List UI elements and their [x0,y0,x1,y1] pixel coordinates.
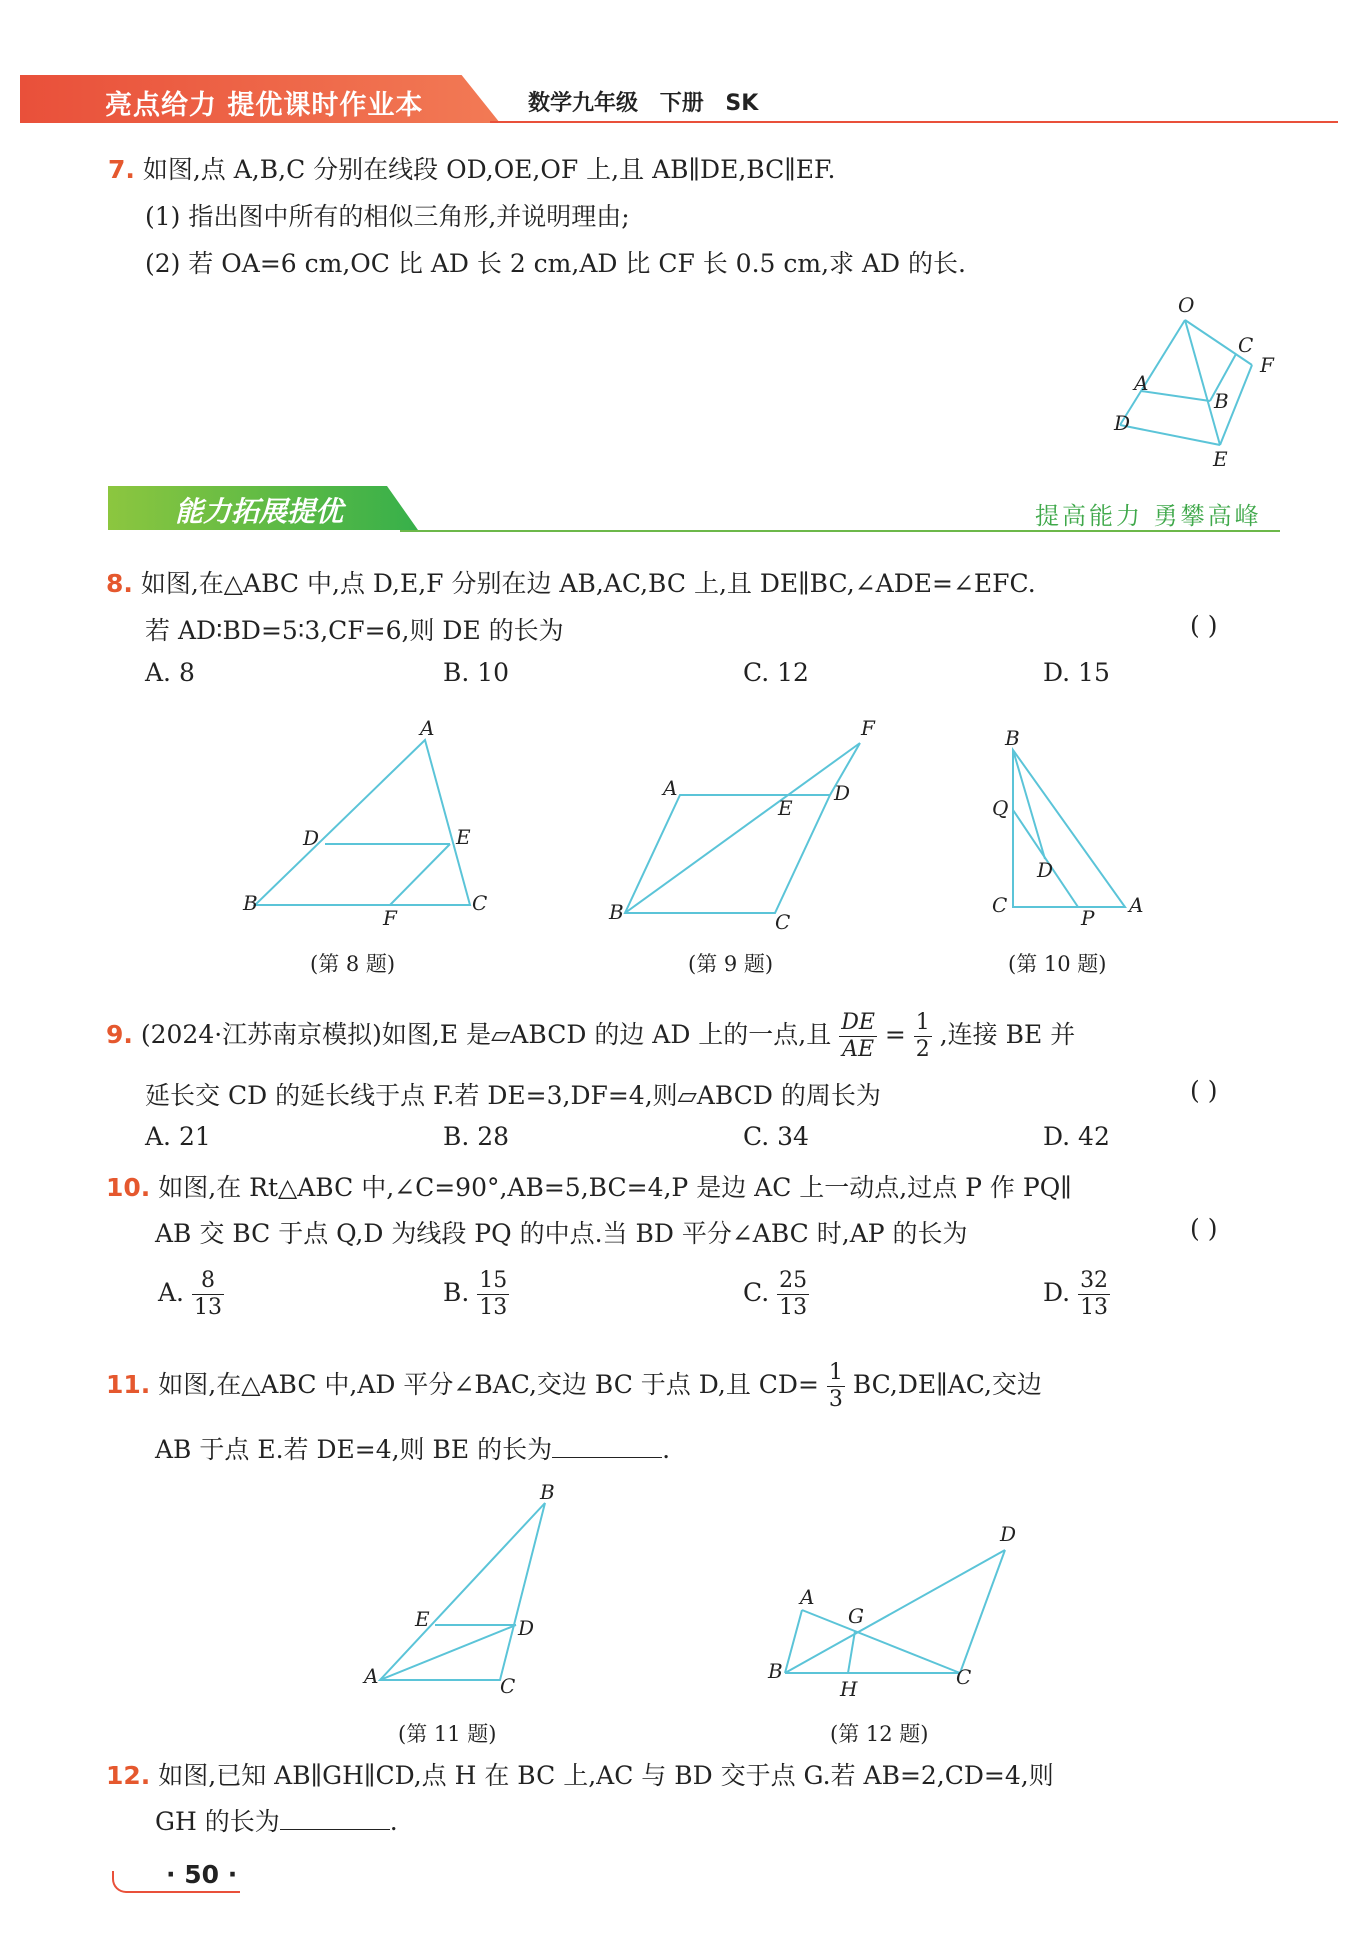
subject-label: 数学九年级 [528,91,639,116]
option-b: B. 10 [443,658,510,687]
edition-label: SK [725,91,759,116]
question-text-continued: ,连接 BE 并 [939,1020,1076,1049]
question-11 [106,1360,1042,1413]
label-C: C [472,891,488,915]
label-H: H [840,1677,858,1701]
label-B: B [609,900,624,924]
label-D: D [834,781,851,805]
option-a: A. $\frac{8}{13}$ [158,1268,222,1320]
section-title: 能力拓展提优 [175,495,344,528]
question-9-line-2: 延长交 CD 的延长线于点 F.若 DE=3,DF=4,则▱ABCD 的周长为 [145,1081,881,1110]
equals-sign: = [884,1020,906,1049]
section-slogan: 提高能力 勇攀高峰 [1035,502,1262,530]
question-number: 12. [106,1761,151,1790]
question-number: 11. [106,1370,151,1399]
volume-label: 下册 [659,91,704,116]
option-d: D. 15 [1043,658,1110,687]
question-7-part-2: (2) 若 OA=6 cm,OC 比 AD 长 2 cm,AD 比 CF 长 0.5 cm,求 AD 的长. [145,249,966,278]
question-number: 8. [106,569,133,598]
label-E: E [1213,447,1228,471]
page-number: · 50 · [166,1860,238,1889]
figure-9 [605,715,885,934]
answer-bracket: ( ) [1190,611,1218,640]
label-P: P [1081,906,1095,930]
label-A: A [1134,371,1149,395]
label-A: A [364,1664,379,1688]
question-text: 如图,在 Rt△ABC 中,∠C=90°,AB=5,BC=4,P 是边 AC 上一动点,过点 P 作 PQ∥ [158,1173,1072,1202]
question-text: (2024·江苏南京模拟)如图,E 是▱ABCD 的边 AD 上的一点,且 [140,1020,832,1049]
option-d: D. $\frac{32}{13}$ [1043,1268,1109,1320]
label-A: A [420,716,435,740]
fraction-one-third: $\frac{1}{3}$ [828,1360,843,1412]
label-B: B [1005,726,1020,750]
label-F: F [861,716,875,740]
option-b: B. $\frac{15}{13}$ [443,1268,508,1320]
question-number: 10. [106,1173,151,1202]
caption-8: (第 8 题) [310,952,396,976]
caption-11: (第 11 题) [398,1722,497,1746]
label-D: D [1000,1522,1017,1546]
question-text: 如图,点 A,B,C 分别在线段 OD,OE,OF 上,且 AB∥DE,BC∥EF. [142,155,836,184]
label-B: B [243,891,258,915]
label-E: E [415,1607,430,1631]
option-b: B. 28 [443,1122,510,1151]
question-12 [106,1756,1054,1792]
caption-12: (第 12 题) [830,1722,929,1746]
label-B: B [1214,389,1229,413]
question-8 [106,564,1036,600]
question-10-line-2: AB 交 BC 于点 Q,D 为线段 PQ 的中点.当 BD 平分∠ABC 时,AP 的长为 [155,1219,968,1248]
caption-9: (第 9 题) [688,952,774,976]
fraction-one-half: $\frac{1}{2}$ [915,1010,930,1062]
book-title: 亮点给力 提优课时作业本 [105,90,424,121]
question-text: 如图,在△ABC 中,AD 平分∠BAC,交边 BC 于点 D,且 CD= [158,1370,819,1399]
figure-8 [235,716,495,930]
label-C: C [775,910,791,934]
label-F: F [383,906,397,930]
label-C: C [992,893,1008,917]
label-D: D [1037,858,1054,882]
option-c: C. $\frac{25}{13}$ [743,1268,808,1320]
question-text: 如图,已知 AB∥GH∥CD,点 H 在 BC 上,AC 与 BD 交于点 G.若 AB=2,CD=4,则 [158,1761,1054,1790]
question-text-continued: BC,DE∥AC,交边 [852,1370,1042,1399]
answer-blank[interactable] [280,1807,390,1830]
label-G: G [848,1604,864,1628]
label-D: D [518,1616,535,1640]
question-9 [106,1010,1075,1063]
label-C: C [1238,333,1254,357]
option-d: D. 42 [1043,1122,1110,1151]
option-a: A. 21 [145,1122,211,1151]
question-7 [108,150,835,186]
question-11-line-2: AB 于点 E.若 DE=4,则 BE 的长为 . [155,1435,671,1464]
label-F: F [1260,353,1274,377]
label-E: E [778,796,793,820]
label-C: C [500,1674,516,1698]
label-B: B [768,1659,783,1683]
label-E: E [456,825,471,849]
book-subject [528,86,758,117]
answer-bracket: ( ) [1190,1076,1218,1105]
question-number: 9. [106,1020,133,1049]
question-7-part-1: (1) 指出图中所有的相似三角形,并说明理由; [145,202,630,231]
label-D: D [303,826,320,850]
label-O: O [1178,293,1195,317]
label-C: C [956,1665,972,1689]
caption-10: (第 10 题) [1008,952,1107,976]
option-c: C. 12 [743,658,809,687]
figure-10 [985,725,1165,930]
section-divider [400,530,1280,532]
question-text: 如图,在△ABC 中,点 D,E,F 分别在边 AB,AC,BC 上,且 DE∥BC,∠ADE=∠EFC. [140,569,1036,598]
label-A: A [800,1585,815,1609]
option-c: C. 34 [743,1122,809,1151]
answer-blank[interactable] [552,1435,662,1458]
label-A: A [1129,893,1144,917]
label-A: A [663,776,678,800]
figure-11 [360,1480,560,1698]
label-Q: Q [992,796,1009,820]
label-B: B [540,1480,555,1504]
question-10 [106,1168,1072,1204]
question-12-line-2: GH 的长为 . [155,1807,398,1836]
label-D: D [1114,411,1131,435]
question-number: 7. [108,155,135,184]
figure-12 [760,1522,1030,1705]
fraction-de-ae: $\frac{DE}{AE}$ [841,1010,875,1062]
option-a: A. 8 [145,658,195,687]
answer-bracket: ( ) [1190,1214,1218,1243]
figure-7 [1100,290,1300,470]
question-8-line-2: 若 AD∶BD=5∶3,CF=6,则 DE 的长为 [145,616,564,645]
header-divider [490,121,1338,123]
